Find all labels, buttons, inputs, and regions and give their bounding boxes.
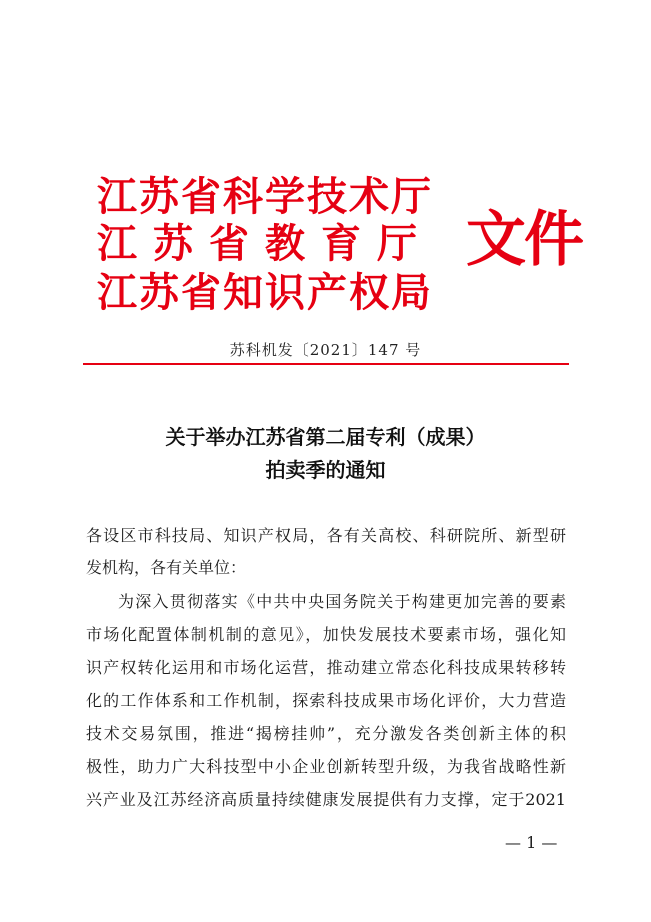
- document-title-line-1: 关于举办江苏省第二届专利（成果）: [165, 425, 486, 449]
- body-line: 发机构，各有关单位：: [86, 558, 247, 577]
- page-number: — 1 —: [505, 833, 558, 852]
- issuer-science-tech-dept: 江苏省科学技术厅: [97, 174, 433, 220]
- body-line: 为深入贯彻落实《中共中央国务院关于构建更加完善的要素: [118, 592, 566, 611]
- body-line: 各设区市科技局、知识产权局，各有关高校、科研院所、新型研: [86, 526, 566, 545]
- body-line: 极性，助力广大科技型中小企业创新转型升级，为我省战略性新: [86, 757, 566, 776]
- red-divider-line: [83, 363, 569, 365]
- document-type-label: 文件: [466, 205, 582, 275]
- issuer-ip-office: 江苏省知识产权局: [97, 270, 433, 316]
- body-line: 识产权转化运用和市场化运营，推动建立常态化科技成果转移转: [86, 658, 566, 677]
- document-number: 苏科机发〔2021〕147 号: [229, 341, 422, 359]
- body-line: 市场化配置体制机制的意见》，加快发展技术要素市场，强化知: [86, 625, 566, 644]
- body-line: 技术交易氛围，推进“揭榜挂帅”，充分激发各类创新主体的积: [86, 724, 566, 743]
- body-line: 化的工作体系和工作机制，探索科技成果市场化评价，大力营造: [86, 691, 566, 710]
- issuer-education-dept: 江苏省教育厅: [97, 221, 433, 267]
- body-line: 兴产业及江苏经济高质量持续健康发展提供有力支撑，定于2021: [86, 790, 566, 809]
- document-title-line-2: 拍卖季的通知: [265, 458, 386, 482]
